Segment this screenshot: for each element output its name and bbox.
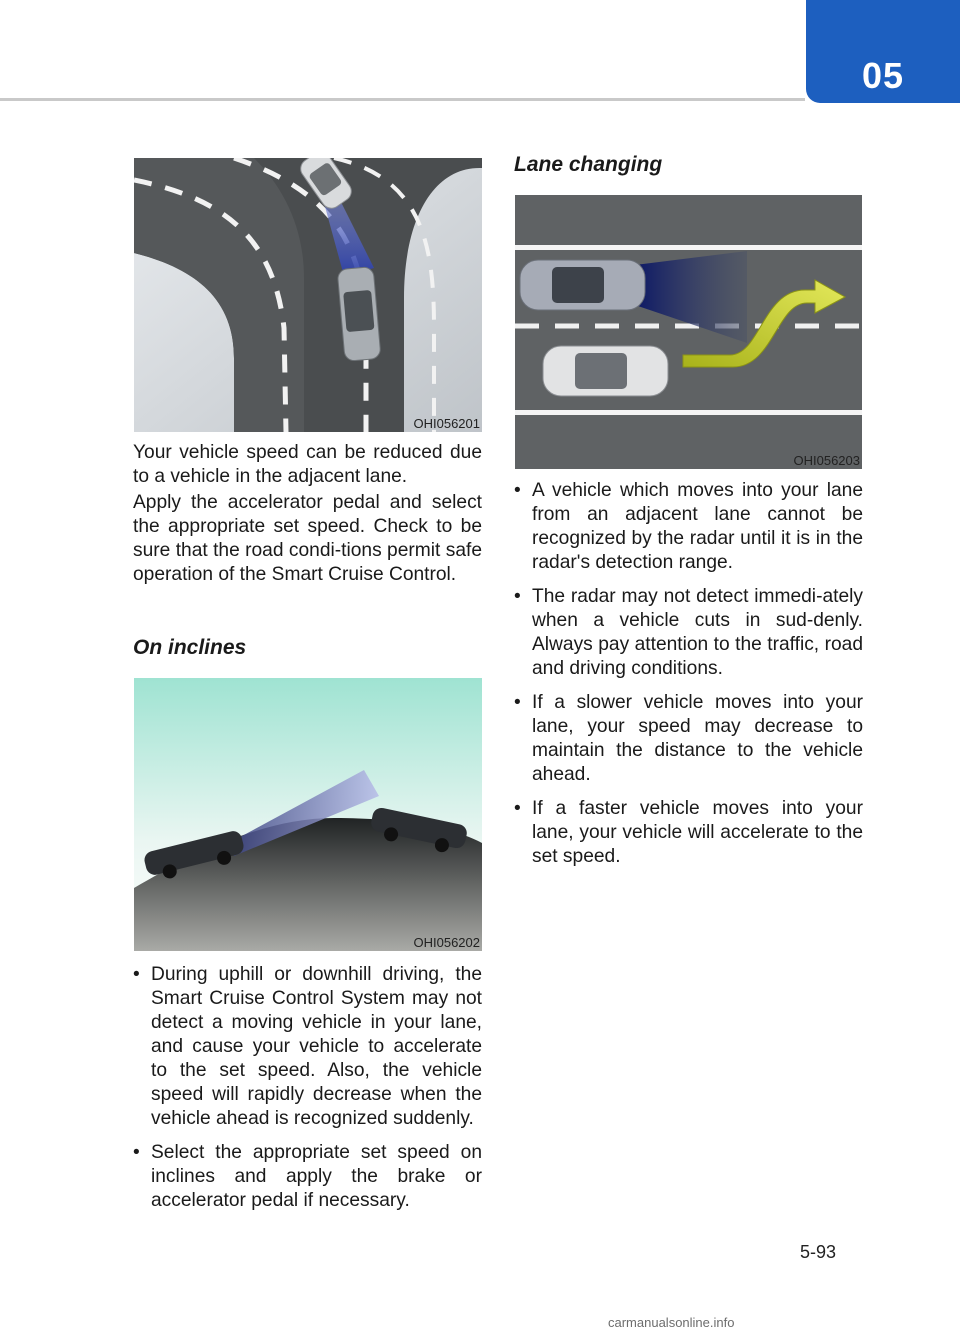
list-item bbox=[514, 479, 863, 575]
list-item-text: Select the appropriate set speed on inclines and apply the brake or accelerator pedal if necessary. bbox=[151, 1142, 482, 1211]
list-item-text: If a faster vehicle moves into your lane, your vehicle will accelerate to the set speed. bbox=[532, 798, 863, 867]
heading-lane-changing: Lane changing bbox=[514, 153, 663, 176]
curve-road-illustration bbox=[134, 158, 482, 432]
curve-road-figure bbox=[134, 158, 482, 432]
paragraph-speed-reduced: Your vehicle speed can be reduced due to a vehicle in the adjacent lane. bbox=[133, 442, 482, 487]
list-item-text: If a slower vehicle moves into your lane, your speed may decrease to maintain the distance to the vehicle ahead. bbox=[532, 692, 863, 785]
inclines-bullet-list bbox=[133, 963, 482, 1223]
heading-on-inclines: On inclines bbox=[133, 636, 247, 659]
lane-change-illustration bbox=[515, 195, 862, 469]
bullet-dot: • bbox=[514, 480, 521, 501]
paragraph-accelerator: Apply the accelerator pedal and select the appropriate set speed. Check to be sure that the road condi-tions permit safe operation of the Smart Cruise Control. bbox=[133, 492, 482, 585]
incline-illustration bbox=[134, 678, 482, 951]
list-item-text: A vehicle which moves into your lane from an adjacent lane cannot be recognized by the radar until it is in the radar's detection range. bbox=[532, 480, 863, 573]
bullet-dot: • bbox=[514, 586, 521, 607]
figure-code: OHI056201 bbox=[413, 416, 480, 431]
header-rule bbox=[0, 98, 805, 101]
bullet-dot: • bbox=[133, 1142, 140, 1163]
chapter-tab bbox=[806, 0, 960, 103]
list-item bbox=[514, 797, 863, 869]
list-item bbox=[133, 1141, 482, 1213]
list-item bbox=[514, 585, 863, 681]
chapter-number: 05 bbox=[861, 55, 905, 96]
list-item-text: The radar may not detect immedi-ately when a vehicle cuts in sud-denly. Always pay attention to the traffic, road and driving conditions. bbox=[532, 586, 863, 679]
lane-change-figure bbox=[515, 195, 862, 469]
lane-change-bullet-list bbox=[514, 479, 863, 879]
watermark: carmanualsonline.info bbox=[608, 1315, 735, 1330]
list-item bbox=[133, 963, 482, 1131]
list-item-text: During uphill or downhill driving, the Smart Cruise Control System may not detect a moving vehicle in your lane, and cause your vehicle to accelerate to the set speed. Also, the vehicle speed will rapidly decrease when the vehicle ahead is recognized suddenly. bbox=[151, 964, 482, 1129]
figure-code: OHI056203 bbox=[793, 453, 860, 468]
bullet-dot: • bbox=[514, 798, 521, 819]
incline-figure bbox=[134, 678, 482, 951]
list-item bbox=[514, 691, 863, 787]
page-number: 5-93 bbox=[800, 1242, 837, 1262]
bullet-dot: • bbox=[133, 964, 140, 985]
bullet-dot: • bbox=[514, 692, 521, 713]
figure-code: OHI056202 bbox=[413, 935, 480, 950]
